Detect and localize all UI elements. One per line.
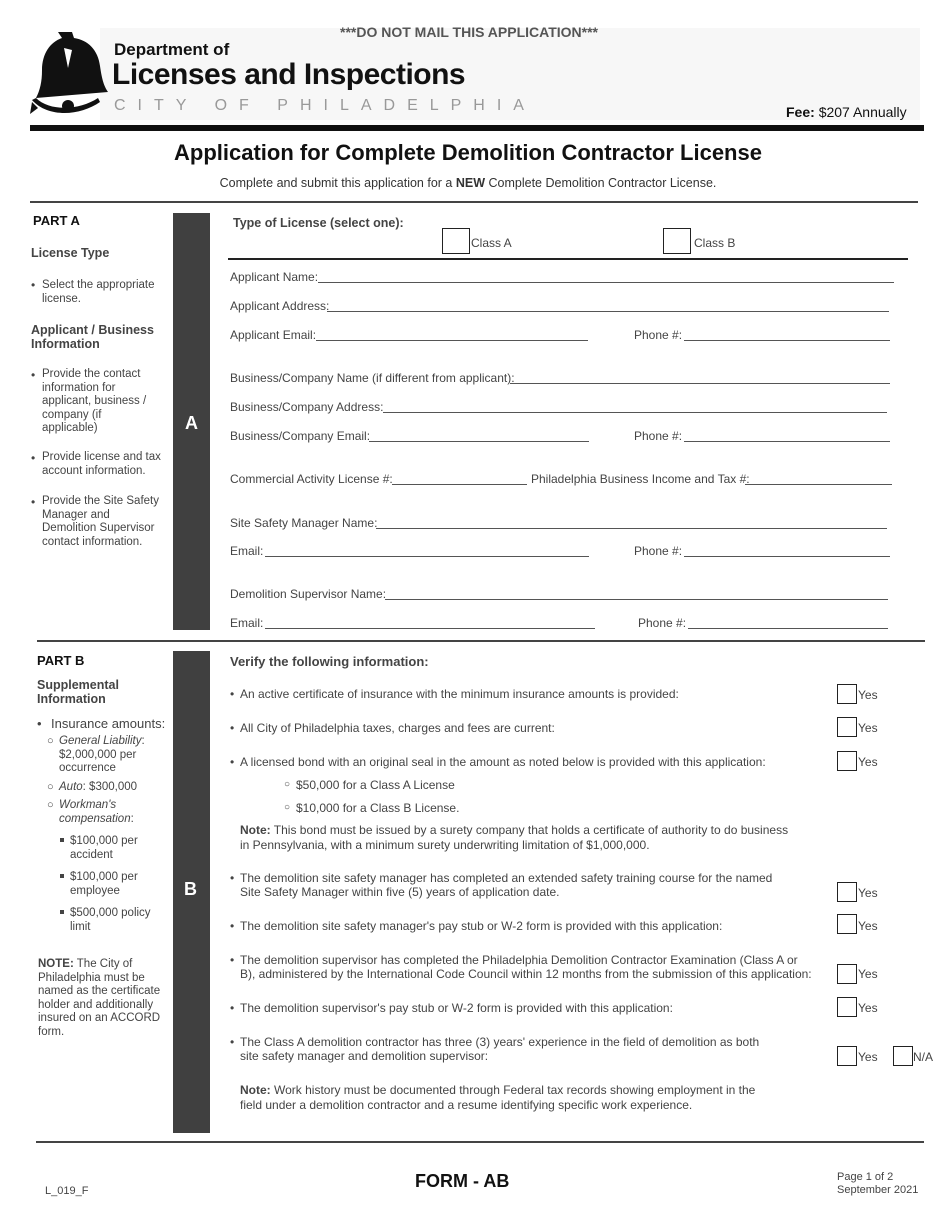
business-email-label: Business/Company Email:	[230, 429, 371, 443]
accord-note-bold: NOTE:	[38, 958, 74, 970]
insurance-dot: •	[37, 716, 42, 731]
work-detail-2: $100,000 per employee	[70, 871, 138, 897]
subtitle-bold: NEW	[455, 176, 486, 190]
ssm-paystub-yes-checkbox[interactable]	[837, 914, 857, 934]
applicant-name-label: Applicant Name:	[230, 270, 319, 284]
item-insurance: • An active certificate of insurance with the minimum insurance amounts is provided:	[240, 687, 800, 701]
ds-paystub-yes-checkbox[interactable]	[837, 997, 857, 1017]
dept-line3: CITY OF PHILADELPHIA	[114, 97, 536, 114]
bullet1-dot: •	[31, 368, 36, 382]
item-experience: • The Class A demolition contractor has three (3) years' experience in the field of demolition as both site safety manager and demolition supervisor:	[240, 1035, 780, 1063]
subtitle-post: Complete Demolition Contractor License.	[485, 176, 717, 190]
w3-square	[60, 910, 64, 914]
page-number: Page 1 of 2	[837, 1171, 894, 1183]
bullet3-dot: •	[31, 495, 36, 509]
auto-circle: ○	[47, 781, 54, 793]
class-b-label: Class B	[694, 236, 736, 250]
ds-name-field[interactable]	[385, 599, 888, 600]
ds-paystub-yes-label: Yes	[858, 1001, 878, 1015]
ds-email-label: Email:	[230, 616, 264, 630]
applicant-name-field[interactable]	[318, 282, 894, 283]
fee-value: $207 Annually	[818, 104, 907, 120]
verify-heading: Verify the following information:	[230, 654, 429, 669]
work-history-note-bold: Note:	[240, 1083, 271, 1097]
select-bullet: Select the appropriate license.	[42, 279, 155, 305]
part-a-letter: A	[185, 413, 198, 433]
dept-line1: Department of	[114, 40, 230, 59]
bullet2-dot: •	[31, 451, 36, 465]
accord-note-text: The City of Philadelphia must be named as the certificate holder and additionally insured on an ACCORD form.	[38, 958, 161, 1038]
business-address-label: Business/Company Address:	[230, 400, 384, 414]
item-safety-training: • The demolition site safety manager has completed an extended safety training course for the named Site Safety Manager within five (5) years of application date.	[240, 871, 780, 899]
applicant-heading: Applicant / Business Information	[31, 323, 154, 351]
subtitle-pre: Complete and submit this application for a	[219, 176, 456, 190]
work-detail-3: $500,000 policy limit	[70, 907, 151, 933]
ds-name-label: Demolition Supervisor Name:	[230, 587, 387, 601]
item-exam: • The demolition supervisor has completed the Philadelphia Demolition Contractor Examination (Class A or B), administered by the International Code Council within 12 months from the submission of this application:	[240, 953, 815, 981]
select-bullet-dot: •	[31, 278, 36, 292]
work-colon: :	[130, 812, 134, 825]
license-type-rule	[228, 258, 908, 260]
gl-value: : $2,000,000 per occurrence	[59, 735, 145, 774]
applicant-email-field[interactable]	[316, 340, 588, 341]
exam-yes-checkbox[interactable]	[837, 964, 857, 984]
safety-training-yes-label: Yes	[858, 886, 878, 900]
supplemental-heading: Supplemental Information	[37, 678, 119, 706]
work-circle: ○	[47, 799, 54, 811]
class-a-checkbox[interactable]	[442, 228, 470, 254]
applicant-phone-label: Phone #:	[634, 328, 683, 342]
taxes-yes-label: Yes	[858, 721, 878, 735]
business-name-label: Business/Company Name (if different from applicant):	[230, 371, 515, 385]
ssm-name-field[interactable]	[376, 528, 887, 529]
bond-yes-label: Yes	[858, 755, 878, 769]
bond-class-a: $50,000 for a Class A License	[296, 778, 455, 792]
divider-mid	[37, 640, 925, 642]
ssm-phone-label: Phone #:	[634, 544, 683, 558]
insurance-yes-label: Yes	[858, 688, 878, 702]
bond-class-b: $10,000 for a Class B License.	[296, 801, 460, 815]
applicant-address-label: Applicant Address:	[230, 299, 330, 313]
experience-yes-checkbox[interactable]	[837, 1046, 857, 1066]
commercial-license-field[interactable]	[392, 484, 527, 485]
part-a-heading: PART A	[33, 213, 80, 228]
work-label: Workman's compensation	[59, 799, 131, 825]
header-rule	[30, 125, 924, 131]
form-code: L_019_F	[45, 1185, 89, 1197]
applicant-bullet1: Provide the contact information for applicant, business / company (if applicable)	[42, 368, 147, 434]
auto-label: Auto	[59, 781, 83, 793]
business-name-field[interactable]	[510, 383, 890, 384]
divider-bottom	[36, 1141, 924, 1143]
ds-phone-field[interactable]	[688, 628, 888, 629]
subtitle	[0, 176, 936, 190]
form-date: September 2021	[837, 1184, 919, 1196]
w2-square	[60, 874, 64, 878]
part-b-letter: B	[184, 879, 197, 899]
license-type-label: Type of License (select one):	[233, 216, 404, 230]
work-text	[59, 799, 159, 826]
item-taxes: • All City of Philadelphia taxes, charges and fees are current:	[240, 721, 800, 735]
applicant-address-field[interactable]	[327, 311, 889, 312]
exam-yes-label: Yes	[858, 967, 878, 981]
bond-yes-checkbox[interactable]	[837, 751, 857, 771]
item-ssm-paystub: • The demolition site safety manager's pay stub or W-2 form is provided with this application:	[240, 919, 820, 933]
experience-na-label: N/A	[913, 1050, 934, 1064]
work-history-note-text: Work history must be documented through Federal tax records showing employment in the field under a demolition contractor and a resume identifying specific work experience.	[240, 1083, 756, 1112]
fee-label: Fee:	[786, 104, 815, 120]
do-not-mail-notice: ***DO NOT MAIL THIS APPLICATION***	[340, 24, 598, 40]
tax-field[interactable]	[745, 484, 892, 485]
business-email-field[interactable]	[369, 441, 589, 442]
gl-circle: ○	[47, 735, 54, 747]
sub1-circle: ○	[284, 779, 291, 790]
work-detail-1: $100,000 per accident	[70, 835, 138, 861]
class-a-label: Class A	[471, 236, 512, 250]
business-phone-label: Phone #:	[634, 429, 683, 443]
insurance-label: Insurance amounts:	[51, 716, 166, 731]
tax-label: Philadelphia Business Income and Tax #:	[531, 472, 750, 486]
liberty-bell-logo	[28, 28, 108, 118]
bond-note	[240, 823, 800, 853]
part-b-heading: PART B	[37, 653, 85, 668]
applicant-bullet2: Provide license and tax account information.	[42, 451, 161, 477]
ssm-phone-field[interactable]	[684, 556, 890, 557]
form-name: FORM - AB	[415, 1171, 510, 1191]
page-title: Application for Complete Demolition Contractor License	[174, 140, 762, 165]
ssm-email-field[interactable]	[265, 556, 589, 557]
applicant-bullet3: Provide the Site Safety Manager and Demolition Supervisor contact information.	[42, 495, 159, 548]
taxes-yes-checkbox[interactable]	[837, 717, 857, 737]
commercial-license-label: Commercial Activity License #:	[230, 472, 393, 486]
experience-yes-label: Yes	[858, 1050, 878, 1064]
bond-note-text: This bond must be issued by a surety company that holds a certificate of authority to do business in Pennsylvania, with a minimum surety underwriting limitation of $1,000,000.	[240, 823, 789, 852]
ds-email-field[interactable]	[265, 628, 595, 629]
fee	[786, 104, 907, 120]
ssm-email-label: Email:	[230, 544, 264, 558]
ssm-paystub-yes-label: Yes	[858, 919, 878, 933]
business-phone-field[interactable]	[684, 441, 890, 442]
item-ds-paystub: • The demolition supervisor's pay stub or W-2 form is provided with this application:	[240, 1001, 820, 1015]
safety-training-yes-checkbox[interactable]	[837, 882, 857, 902]
business-address-field[interactable]	[383, 412, 887, 413]
accord-note	[38, 958, 166, 1039]
bond-note-bold: Note:	[240, 823, 271, 837]
gl-label: General Liability	[59, 735, 142, 747]
applicant-email-label: Applicant Email:	[230, 328, 317, 342]
w1-square	[60, 838, 64, 842]
sub2-circle: ○	[284, 802, 291, 813]
applicant-phone-field[interactable]	[684, 340, 890, 341]
gl-text	[59, 735, 164, 776]
insurance-yes-checkbox[interactable]	[837, 684, 857, 704]
dept-line2: Licenses and Inspections	[112, 58, 466, 91]
ssm-name-label: Site Safety Manager Name:	[230, 516, 378, 530]
item-bond: • A licensed bond with an original seal in the amount as noted below is provided with this application:	[240, 755, 820, 769]
ds-phone-label: Phone #:	[638, 616, 687, 630]
auto-text	[59, 781, 137, 795]
auto-value: : $300,000	[82, 781, 138, 793]
experience-na-checkbox[interactable]	[893, 1046, 913, 1066]
work-history-note	[240, 1083, 780, 1113]
license-type-heading: License Type	[31, 246, 110, 260]
class-b-checkbox[interactable]	[663, 228, 691, 254]
divider-top	[30, 201, 918, 203]
